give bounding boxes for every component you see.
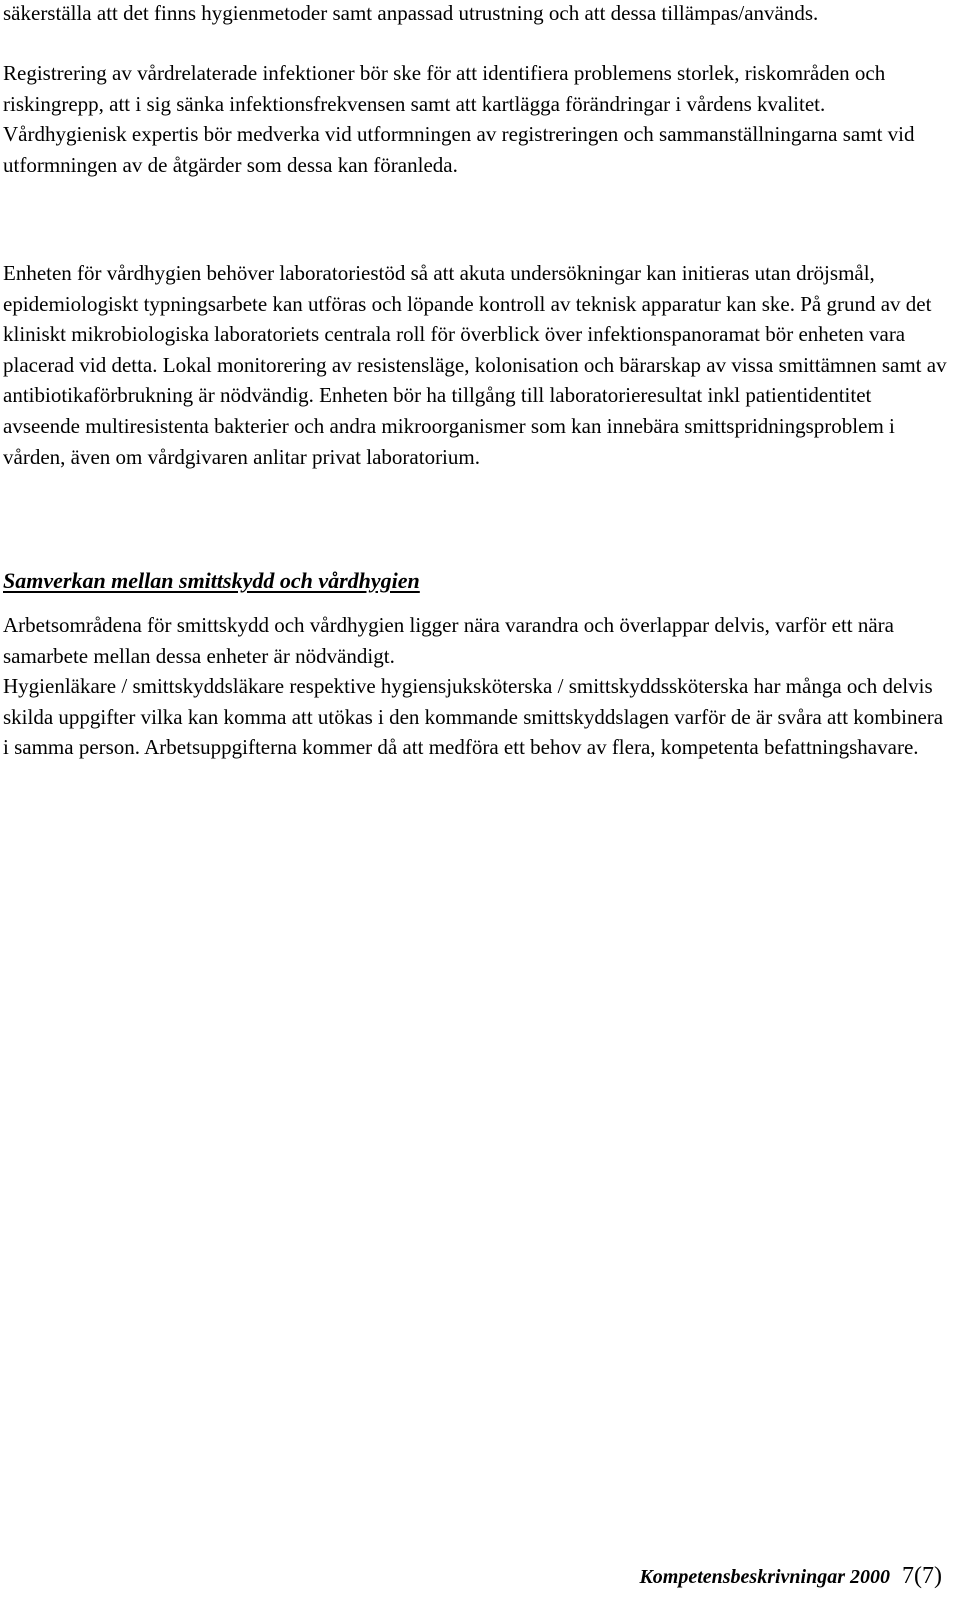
paragraph-staffing: Hygienläkare / smittskyddsläkare respektive hygiensjuksköterska / smittskyddssköterska har många och delvis skilda uppgifter vilka kan komma att utökas i den kommande smittskyddslagen varför de är svåra att kombinera i samma person. Arbetsuppgifterna kommer då att medföra ett behov av flera, kompetenta befattningshavare. bbox=[3, 674, 944, 760]
paragraph-laboratory-support: Enheten för vårdhygien behöver laboratoriestöd så att akuta undersökningar kan initieras utan dröjsmål, epidemiologiskt typningsarbete kan utföras och löpande kontroll av teknisk apparatur kan ske. På grund av det kliniskt mikrobiologiska laboratoriets centrala roll för överblick över infektionspanoramat bör enheten vara placerad vid detta. Lokal monitorering av resistensläge, kolonisation och bärarskap av vissa smittämnen samt av antibiotikaförbrukning är nödvändig. Enheten bör ha tillgång till laboratorieresultat inkl patientidentitet avseende multiresistenta bakterier och andra mikroorganismer som kan innebära smittspridningsproblem i vården, även om vårdgivaren anlitar privat laboratorium. bbox=[3, 261, 947, 469]
paragraph-collaboration: Arbetsområdena för smittskydd och vårdhygien ligger nära varandra och överlappar delvis, varför ett nära samarbete mellan dessa enheter är nödvändigt. bbox=[3, 613, 894, 668]
footer-title: Kompetensbeskrivningar 2000 bbox=[639, 1566, 891, 1588]
page-number: 7(7) bbox=[902, 1563, 942, 1589]
paragraph-registration: Registrering av vårdrelaterade infektioner bör ske för att identifiera problemens storlek, riskområden och riskingrepp, att i sig sänka infektionsfrekvensen samt att kartlägga förändringar i vårdens kvalitet. Vårdhygienisk expertis bör medverka vid utformningen av registreringen och sammanställningarna samt vid utformningen av de åtgärder som dessa kan föranleda. bbox=[3, 61, 915, 177]
paragraph-continuation: säkerställa att det finns hygienmetoder samt anpassad utrustning och att dessa tillämpas/används. bbox=[3, 1, 819, 25]
page-footer bbox=[639, 1562, 942, 1591]
section-heading: Samverkan mellan smittskydd och vårdhygien bbox=[3, 568, 420, 593]
